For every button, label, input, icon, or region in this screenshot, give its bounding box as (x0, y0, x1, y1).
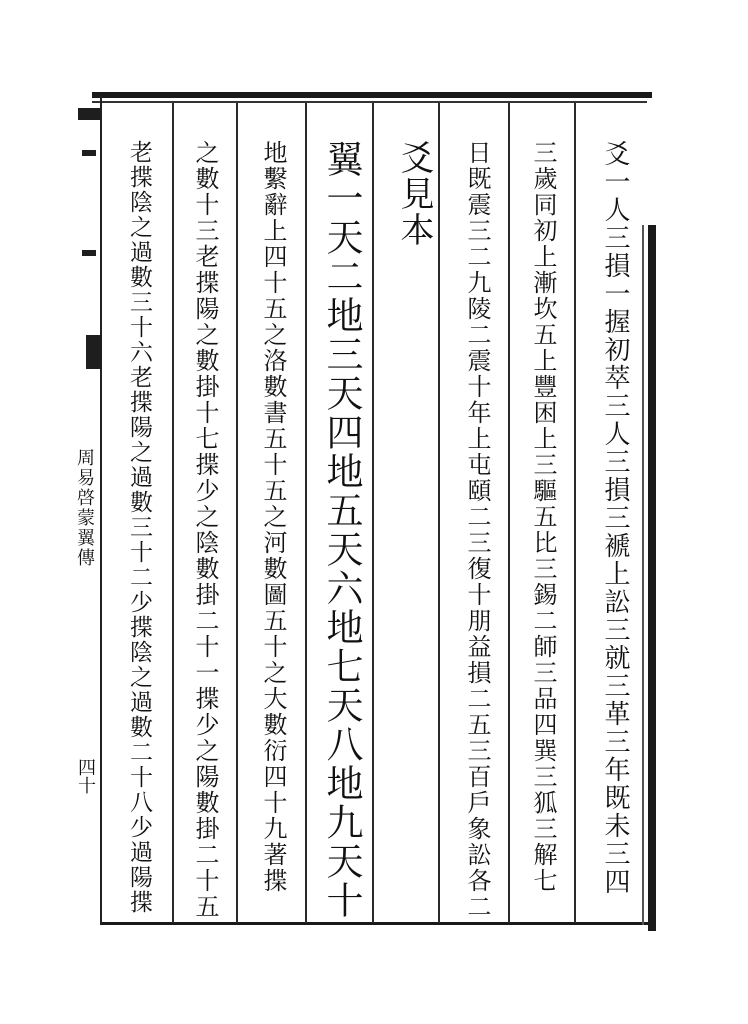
column-divider (372, 103, 374, 923)
text-column-1: 爻一人三損一握初萃三人三損三褫上訟三就三革三年既未三四 (600, 140, 630, 896)
gutter-page-number: 四十 (75, 758, 96, 794)
column-divider (574, 103, 576, 923)
gutter-fishtail-mark (82, 150, 96, 156)
gutter-fishtail-mark (82, 250, 96, 256)
left-border (100, 96, 102, 924)
column-divider (438, 103, 440, 923)
text-column-7: 之數十三老揲陽之數掛十七揲少之陰數掛二十一揲少之陽數掛二十五 (191, 140, 219, 920)
text-column-5: 翼一天二地三天四地五天六地七天八地九天十 (320, 140, 363, 920)
top-border-inner (92, 101, 647, 103)
right-border (648, 225, 656, 931)
column-divider (236, 103, 238, 923)
gutter-fishtail-mark (78, 108, 100, 120)
column-divider (508, 103, 510, 923)
gutter-black-block (86, 335, 102, 369)
column-divider (172, 103, 174, 923)
bottom-border (100, 922, 648, 925)
text-column-6: 地繫辭上四十五之洛數書五十五之河數圖五十之大數衍四十九著揲 (259, 140, 287, 894)
top-border (92, 92, 652, 98)
text-column-4: 爻見本 (394, 140, 434, 248)
text-column-8: 老揲陰之過數三十六老揲陽之過數三十二少揲陰之過數二十八少過陽揲 (126, 140, 152, 915)
text-column-3: 日既震三二九陵二震十年上屯頤二三復十朋益損二五三百戶象訟各二 (463, 140, 491, 920)
text-column-2: 三歲同初上漸坎五上豐困上三驅五比三錫二師三品四巽三狐三解七 (529, 140, 557, 894)
gutter-book-title: 周易啓蒙翼傳 (74, 448, 95, 568)
column-divider (305, 103, 307, 923)
